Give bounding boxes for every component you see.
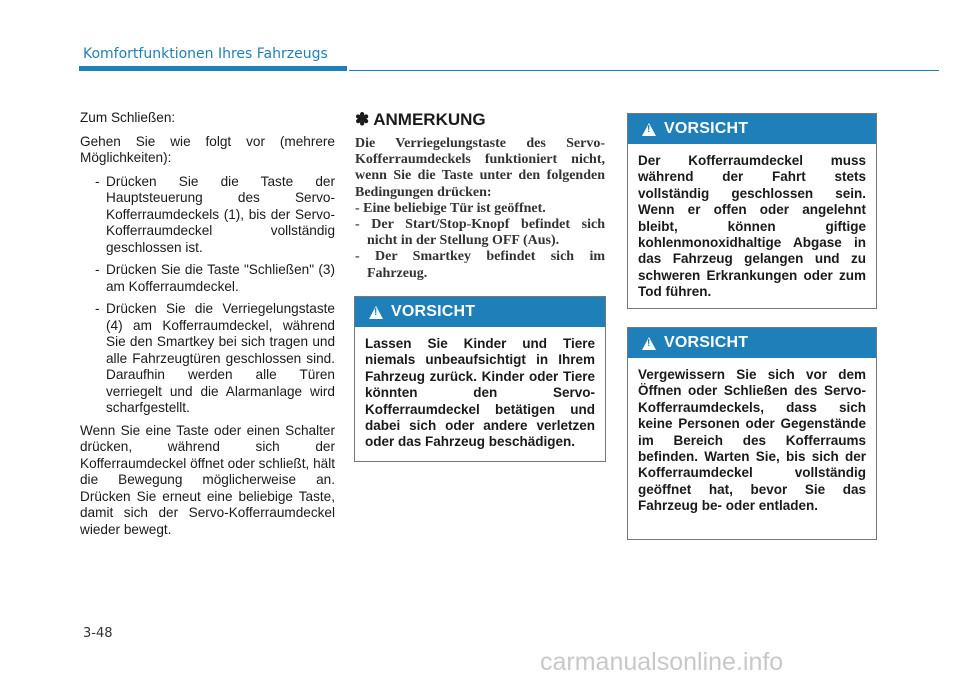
note-item: - Eine beliebige Tür ist geöffnet. <box>355 200 546 216</box>
caution-text: Der Kofferraumdeckel muss während der Fahrt stets vollständig geschlossen sein. Wenn er offen oder angelehnt bleibt, können giftige kohlenmonoxidhaltige Abgase in das Fahrzeug gelangen und zu schweren Erkrankungen oder zum Tod führen. <box>638 153 866 300</box>
section-header-title: Komfortfunktionen Ihres Fahrzeugs <box>83 46 328 62</box>
caution-header <box>628 328 876 358</box>
left-column <box>80 110 335 545</box>
warning-triangle-icon <box>369 306 383 319</box>
intro-paragraph: Zum Schließen: <box>80 110 176 125</box>
closing-methods-list <box>80 174 335 417</box>
caution-header <box>628 114 876 144</box>
page-number: 3-48 <box>83 626 113 641</box>
caution-box-driving <box>627 113 877 309</box>
list-item: - Drücken Sie die Taste "Schließen" (3) am Kofferraumdeckel. <box>95 262 335 294</box>
note-body <box>355 136 605 282</box>
caution-label: VORSICHT <box>391 303 476 320</box>
warning-triangle-icon <box>642 337 656 350</box>
caution-text: Vergewissern Sie sich vor dem Öffnen oder Schließen des Servo-Kofferraumdeckels, dass sich keine Personen oder Gegenstände im Bereich des Kofferraums befinden. Warten Sie, bis sich der Kofferraumdeckel vollständig geöffnet hat, bevor Sie das Fahrzeug be- oder entladen. <box>638 367 866 514</box>
note-title <box>355 110 605 130</box>
lead-paragraph: Gehen Sie wie folgt vor (mehrere Möglichkeiten): <box>80 133 335 165</box>
caution-box-area-check <box>627 327 877 540</box>
caution-label: VORSICHT <box>664 334 749 351</box>
watermark-text: carmanualsonline.info <box>540 648 784 676</box>
warning-triangle-icon <box>642 123 656 136</box>
caution-text: Lassen Sie Kinder und Tiere niemals unbeaufsichtigt in Ihrem Fahrzeug zurück. Kinder oder Tiere könnten den Servo-Kofferraumdeckel betätigen und dabei sich oder andere verletzen oder das Fahrzeug beschädigen. <box>365 336 595 450</box>
note-intro: Die Verriegelungstaste des Servo-Kofferraumdeckels funktioniert nicht, wenn Sie die Taste unter den folgenden Bedingungen drücken: <box>355 136 605 200</box>
header-rule-thick <box>79 66 347 71</box>
note-block <box>355 110 605 282</box>
note-item: - Der Smartkey befindet sich im Fahrzeug. <box>355 249 605 281</box>
list-item: - Drücken Sie die Verriegelungstaste (4) am Kofferraumdeckel, während Sie den Smartkey bei sich tragen und alle Fahrzeugtüren geschlossen sind. Daraufhin werden alle Türen verriegelt und die Alarmanlage wird scharfgestellt. <box>95 301 335 415</box>
caution-box-children <box>354 296 606 462</box>
header-rule-thin <box>349 70 939 71</box>
note-item: - Der Start/Stop-Knopf befindet sich nicht in der Stellung OFF (Aus). <box>355 217 605 249</box>
closing-paragraph: Wenn Sie eine Taste oder einen Schalter drücken, während sich der Kofferraumdeckel öffnet oder schließt, hält die Bewegung möglicherweise an. Drücken Sie erneut eine beliebige Taste, damit sich der Servo-Kofferraumdeckel wieder bewegt. <box>80 422 335 537</box>
caution-header <box>355 297 605 327</box>
note-title-text: ANMERKUNG <box>373 110 486 129</box>
asterisk-icon: ✽ <box>355 110 370 129</box>
caution-label: VORSICHT <box>664 120 749 137</box>
list-item: - Drücken Sie die Taste der Hauptsteuerung des Servo-Kofferraumdeckels (1), bis der Servo-Kofferraumdeckel vollständig geschlossen ist. <box>95 173 335 255</box>
